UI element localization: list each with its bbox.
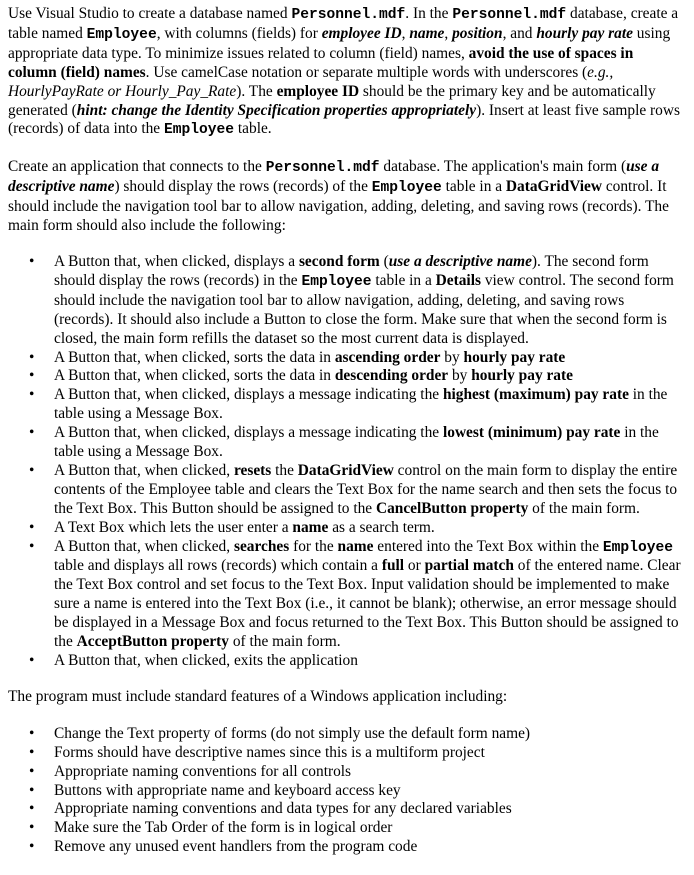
standard-features-list: [8, 725, 685, 857]
list-item: • Make sure the Tab Order of the form is in logical order: [29, 819, 393, 837]
inline-code: Employee: [86, 26, 157, 43]
inline-code: Personnel.mdf: [452, 7, 567, 23]
list-item: • A Button that, when clicked, searches for the name entered into the Text Box within the Employee table and displays all rows (records) which contain a full or partial match of the entered name. Clear the Text Box control and set focus to the Text Box. Input validation should be implemented to make sure a name is entered into the Text Box (i.e., it cannot be blank); otherwise, an error message should be displayed in a Message Box and focus returned to the Text Box. This Button should be assigned to the AcceptButton property of the main form.: [29, 537, 681, 651]
list-item: • Appropriate naming conventions and data types for any declared variables: [29, 800, 512, 818]
paragraph-application: Create an application that connects to the Personnel.mdf database. The application's main form (use a descriptive name) should display the rows (records) of the Employee table in a DataGridView control. It should include the navigation tool bar to allow navigation, adding, deleting, and saving rows (records). The main form should also include the following:: [8, 158, 669, 235]
bullet-icon: •: [29, 838, 35, 856]
bullet-icon: •: [29, 724, 35, 742]
inline-code: Employee: [602, 539, 673, 556]
list-item: • A Button that, when clicked, exits the application: [29, 652, 358, 669]
inline-code: Employee: [371, 180, 442, 197]
bullet-icon: •: [29, 252, 35, 270]
list-item: • A Button that, when clicked, displays a message indicating the highest (maximum) pay rate in the table using a Message Box.: [29, 386, 668, 423]
requirements-list: [8, 253, 685, 671]
bullet-icon: •: [29, 652, 35, 669]
bullet-icon: •: [29, 537, 35, 555]
bullet-icon: •: [29, 461, 35, 479]
paragraph-database-setup: Use Visual Studio to create a database named Personnel.mdf. In the Personnel.mdf database, create a table named Employee, with columns (fields) for employee ID, name, position, and hourly pay rate using appropriate data type. To minimize issues related to column (field) names, avoid the use of spaces in column (field) names. Use camelCase notation or separate multiple words with underscores (e.g., HourlyPayRate or Hourly_Pay_Rate). The employee ID should be the primary key and be automatically generated (hint: change the Identity Specification properties appropriately). Insert at least five sample rows (records) of data into the Employee table.: [8, 5, 680, 139]
inline-code: Employee: [163, 122, 235, 139]
list-item: • A Button that, when clicked, resets the DataGridView control on the main form to display the entire contents of the Employee table and clears the Text Box for the name search and then sets the focus to the Text Box. This Button should be assigned to the CancelButton property of the main form.: [29, 461, 678, 517]
list-item: • A Button that, when clicked, displays a second form (use a descriptive name). The second form should display the rows (records) in the Employee table in a Details view control. The second form should include the navigation tool bar to allow navigation, adding, deleting, and saving rows (records). It should also include a Button to close the form. Make sure that when the second form is closed, the main form refills the dataset so the most current data is displayed.: [29, 252, 674, 347]
list-item: • Appropriate naming conventions for all controls: [29, 762, 352, 780]
inline-code: Personnel.mdf: [291, 7, 406, 23]
inline-code: Personnel.mdf: [265, 160, 380, 177]
bullet-icon: •: [29, 762, 35, 780]
bullet-icon: •: [29, 518, 35, 536]
list-item: • Forms should have descriptive names since this is a multiform project: [29, 743, 485, 761]
bullet-icon: •: [29, 386, 35, 404]
list-item: • A Button that, when clicked, displays a message indicating the lowest (minimum) pay rate in the table using a Message Box.: [29, 424, 659, 461]
bullet-icon: •: [29, 348, 35, 366]
bullet-icon: •: [29, 367, 35, 385]
bullet-icon: •: [29, 424, 35, 442]
list-item: • Buttons with appropriate name and keyboard access key: [29, 781, 401, 799]
bullet-icon: •: [29, 819, 35, 837]
inline-code: Employee: [301, 273, 372, 290]
list-item: • A Text Box which lets the user enter a name as a search term.: [29, 518, 435, 536]
list-item: • A Button that, when clicked, sorts the data in descending order by hourly pay rate: [29, 367, 573, 385]
bullet-icon: •: [29, 800, 35, 818]
paragraph-standard-features: The program must include standard features of a Windows application including:: [8, 687, 508, 705]
bullet-icon: •: [29, 743, 35, 761]
list-item: • A Button that, when clicked, sorts the data in ascending order by hourly pay rate: [29, 348, 566, 366]
list-item: • Change the Text property of forms (do not simply use the default form name): [29, 724, 531, 742]
bullet-icon: •: [29, 781, 35, 799]
list-item: • Remove any unused event handlers from the program code: [29, 838, 418, 856]
